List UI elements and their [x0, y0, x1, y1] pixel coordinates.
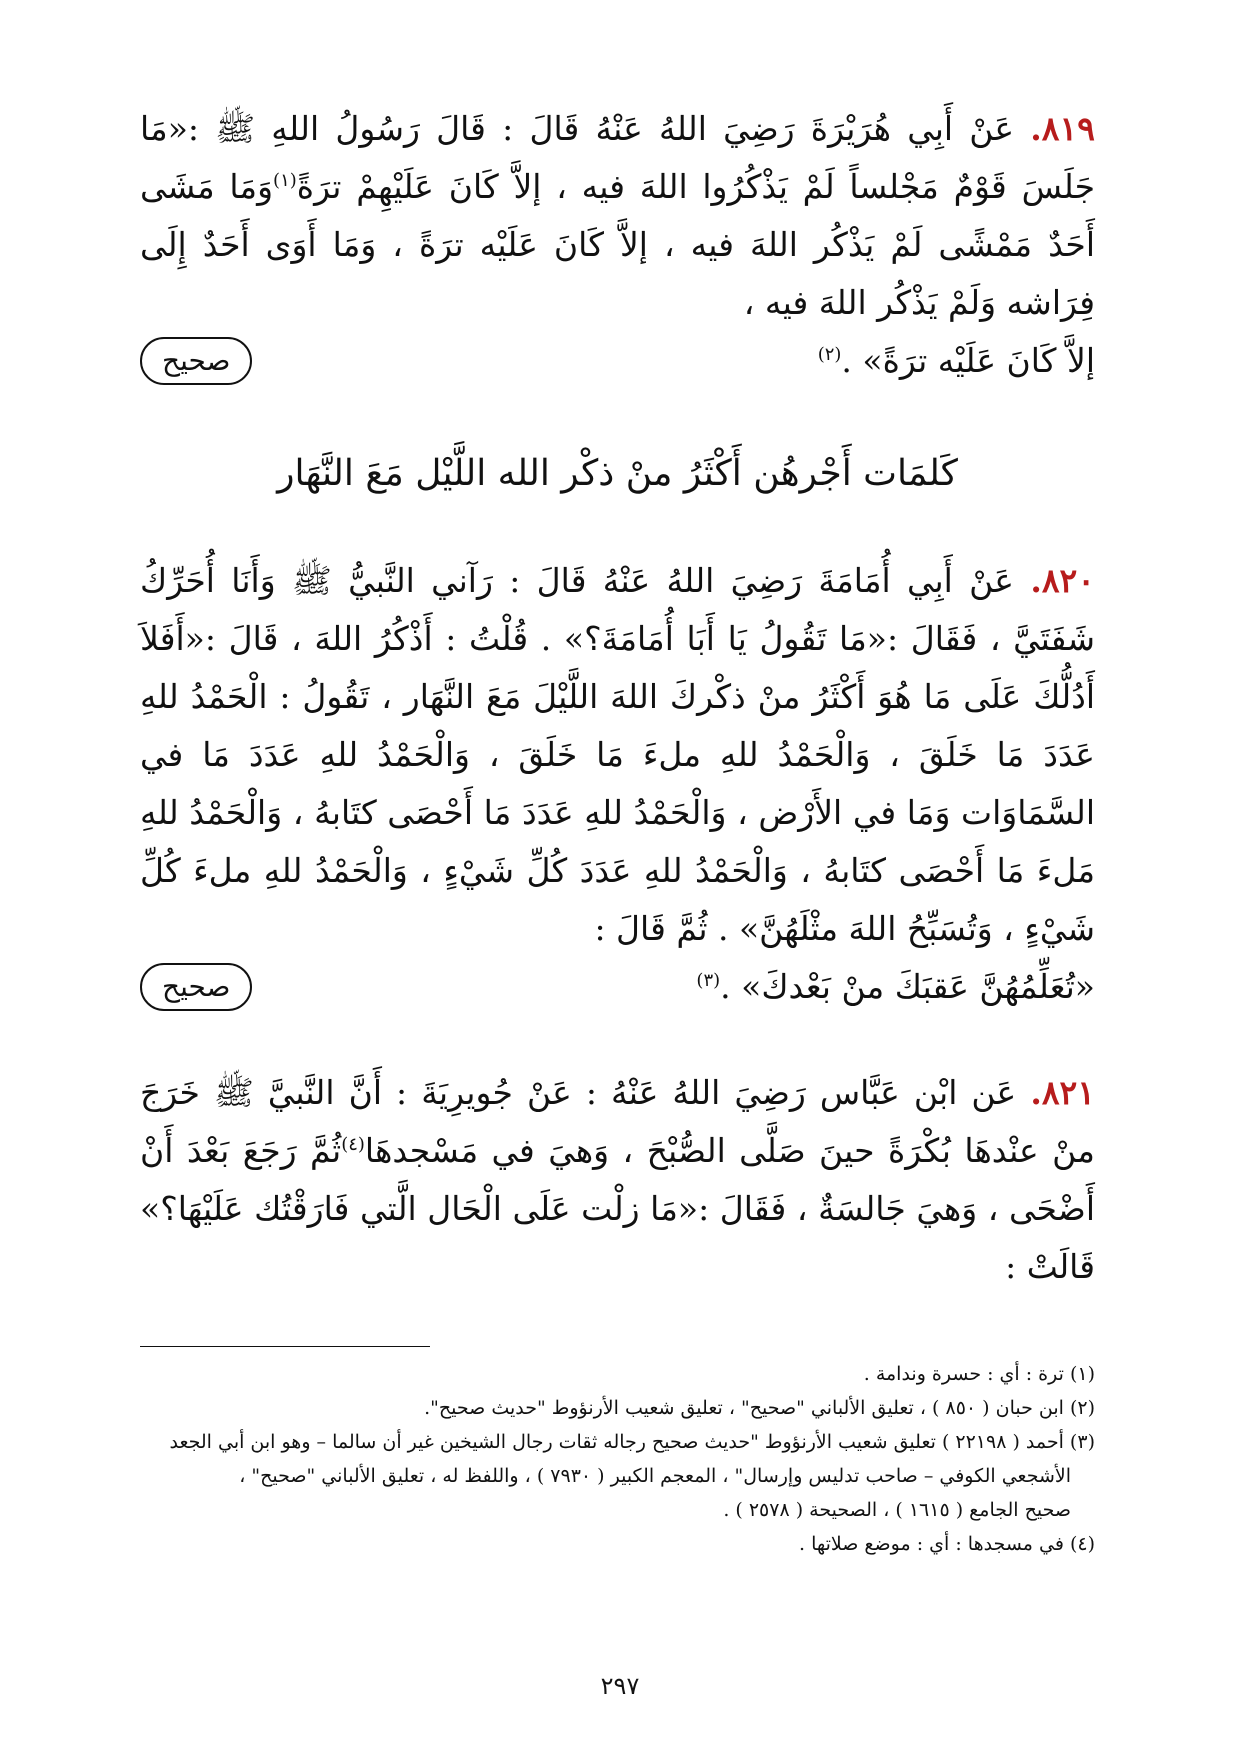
hadith-line: «تُعَلِّمُهُنَّ عَقبَكَ منْ بَعْدكَ» .	[720, 967, 1095, 1006]
hadith-819-last-line	[140, 332, 1095, 390]
footnote-ref: (٢)	[817, 344, 842, 365]
footnote-2: (٢) ابن حبان ( ٨٥٠ ) ، تعليق الألباني "صحيح" ، تعليق شعيب الأرنؤوط "حديث صحيح".	[424, 1397, 1095, 1419]
footnote-ref: (٣)	[696, 970, 721, 991]
hadith-820-text	[140, 552, 1095, 958]
footnote-divider	[140, 1346, 430, 1347]
footnote-3: (٣) أحمد ( ٢٢١٩٨ ) تعليق شعيب الأرنؤوط "حديث صحيح رجاله ثقات رجال الشيخين غير أن سالما – وهو ابن أبي الجعد	[169, 1431, 1095, 1453]
hadith-819	[140, 100, 1095, 390]
grade-badge: صحيح	[140, 963, 252, 1011]
footnotes	[140, 1357, 1095, 1561]
hadith-821	[140, 1064, 1095, 1296]
section-heading: كَلمَات أَجْرهُن أَكْثَرُ منْ ذكْر الله اللَّيْل مَعَ النَّهَار	[277, 453, 958, 494]
hadith-820	[140, 552, 1095, 1016]
hadith-819-text	[140, 100, 1095, 332]
hadith-line: عَنْ أَبِي هُرَيْرَةَ رَضِيَ اللهُ عَنْهُ قَالَ : قَالَ رَسُولُ اللهِ ﷺ :«مَا جَلَسَ	[140, 109, 1095, 206]
footnote-3-cont: صحيح الجامع ( ١٦١٥ ) ، الصحيحة ( ٢٥٧٨ ) .	[723, 1499, 1071, 1521]
hadith-number: ٨٢١.	[1030, 1073, 1095, 1112]
hadith-821-text	[140, 1064, 1095, 1296]
footnote-1: (١) ترة : أي : حسرة وندامة .	[863, 1363, 1095, 1385]
book-page	[140, 100, 1095, 1561]
hadith-body: ثُمَّ رَجَعَ بَعْدَ أَنْ أَضْحَى ، وَهيَ جَالسَةٌ ، فَقَالَ :«مَا زلْت عَلَى الْحَال الَّتي فَارَقْتُك عَلَيْهَا؟» قَالَتْ :	[140, 1131, 1095, 1286]
page-number: ٢٩٧	[600, 1672, 640, 1700]
hadith-line: قَوْمٌ مَجْلساً لَمْ يَذْكُرُوا اللهَ فيه ، إلاَّ كَانَ عَلَيْهِمْ ترَةً	[296, 167, 1007, 206]
hadith-body: عَن ابْن عَبَّاس رَضِيَ اللهُ عَنْهُ : عَنْ جُويرِيَةَ : أَنَّ النَّبيَّ ﷺ خَرَجَ منْ عنْدهَا بُكْرَةً حينَ صَلَّى الصُّبْحَ ، وَهيَ في مَسْجدهَا	[140, 1073, 1095, 1170]
hadith-body: عَنْ أَبِي أُمَامَةَ رَضِيَ اللهُ عَنْهُ قَالَ : رَآني النَّبيُّ ﷺ وَأَنَا أُحَرِّكُ شَفَتَيَّ ، فَقَالَ :«مَا تَقُولُ يَا أَبَا أُمَامَةَ؟» . قُلْتُ : أَذْكُرُ اللهَ ، قَالَ :«أَفَلاَ أَدُلُّكَ عَلَى مَا هُوَ أَكْثَرُ منْ ذكْركَ اللهَ اللَّيْلَ مَعَ النَّهَار ، تَقُولُ : الْحَمْدُ للهِ عَدَدَ مَا خَلَقَ ، وَالْحَمْدُ للهِ ملءَ مَا خَلَقَ ، وَالْحَمْدُ للهِ عَدَدَ مَا في السَّمَاوَات وَمَا في الأَرْض ، وَالْحَمْدُ للهِ عَدَدَ مَا أَحْصَى كتَابهُ ، وَالْحَمْدُ للهِ مَلءَ مَا أَحْصَى كتَابهُ ، وَالْحَمْدُ للهِ عَدَدَ كُلِّ شَيْءٍ ، وَالْحَمْدُ للهِ ملءَ كُلِّ شَيْءٍ ، وَتُسَبِّحُ اللهَ مثْلَهُنَّ» . ثُمَّ قَالَ :	[140, 561, 1095, 948]
hadith-line: إلاَّ كَانَ عَلَيْه ترَةً» .	[841, 341, 1095, 380]
hadith-number: ٨٢٠.	[1030, 561, 1095, 600]
grade-badge: صحيح	[140, 337, 252, 385]
footnote-4: (٤) في مسجدها : أي : موضع صلاتها .	[799, 1533, 1095, 1555]
footnote-ref: (١)	[273, 170, 297, 191]
hadith-number: ٨١٩.	[1030, 109, 1095, 148]
footnote-3-cont: الأشجعي الكوفي – صاحب تدليس وإرسال" ، المعجم الكبير ( ٧٩٣٠ ) ، واللفظ له ، تعليق الألباني "صحيح" ،	[239, 1465, 1071, 1487]
footnote-ref: (٤)	[341, 1134, 365, 1155]
hadith-line: وَمَا مَشَى أَحَدٌ مَمْشًى لَمْ يَذْكُر اللهَ فيه ، إلاَّ كَانَ عَلَيْه ترَةً ، وَمَا أَوَى أَحَدٌ إِلَى فِرَاشه وَلَمْ يَذْكُر اللهَ فيه ،	[140, 167, 1095, 322]
hadith-820-last-line	[140, 958, 1095, 1016]
